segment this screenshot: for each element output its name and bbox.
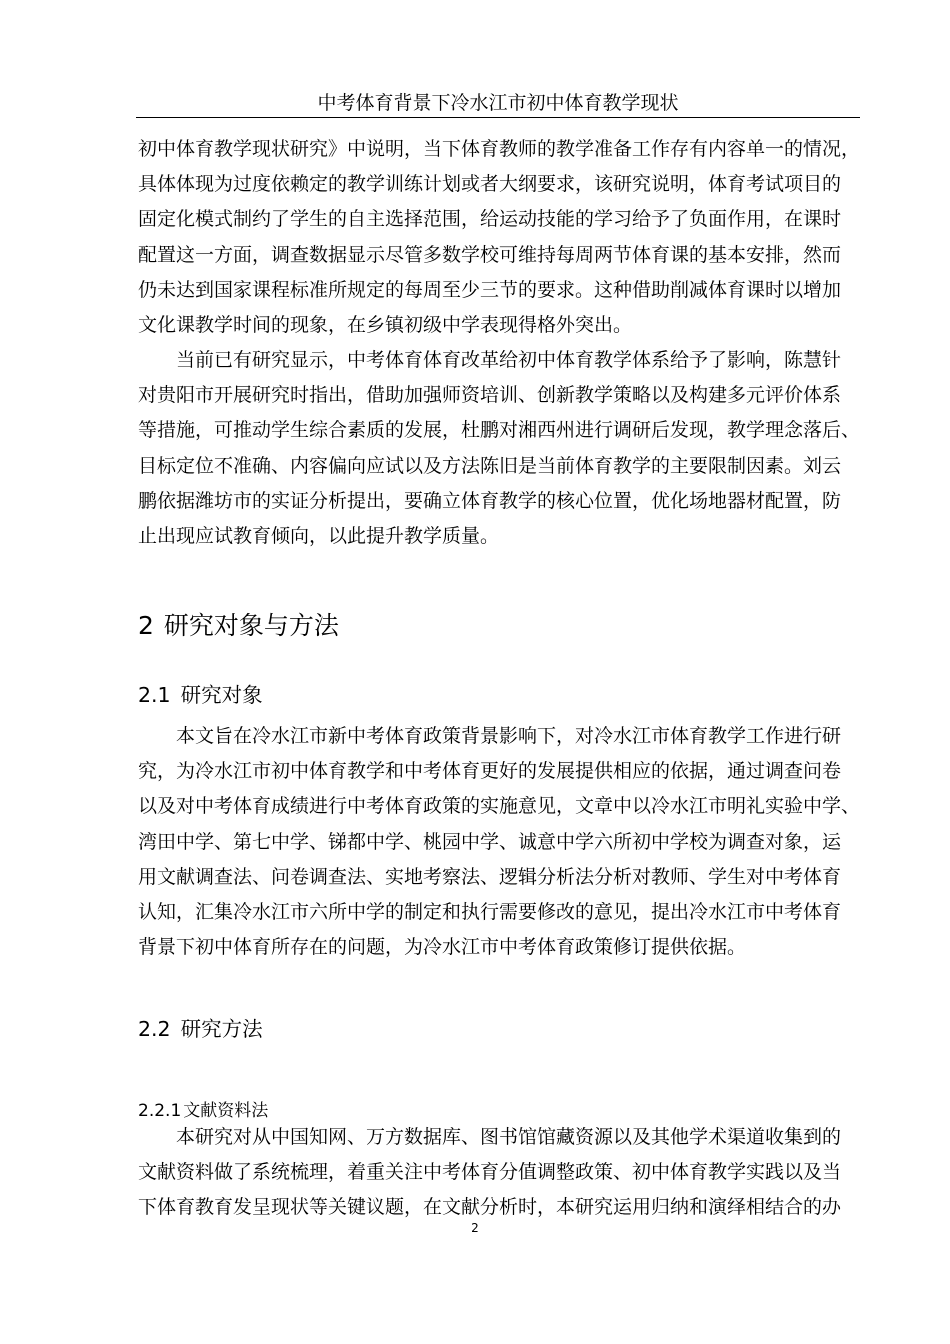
text-line: 文献资料做了系统梳理，着重关注中考体育分值调整政策、初中体育教学实践以及当 [138, 1161, 842, 1184]
header-divider [136, 117, 860, 118]
text-line: 下体育教育发呈现状等关键议题，在文献分析时，本研究运用归纳和演绎相结合的办 [138, 1196, 842, 1219]
paragraph-intro-1 [138, 132, 861, 343]
paragraph-intro-2 [138, 343, 861, 554]
section-number: 2 [138, 611, 154, 640]
section-title: 研究方法 [180, 1017, 263, 1041]
section-title: 研究对象与方法 [163, 611, 339, 640]
text-line: 本文旨在冷水江市新中考体育政策背景影响下，对冷水江市体育教学工作进行研 [138, 725, 842, 747]
text-line: 认知，汇集冷水江市六所中学的制定和执行需要修改的意见，提出冷水江市中考体育 [138, 901, 842, 924]
section-number: 2.2.1 [138, 1101, 182, 1121]
text-line: 固定化模式制约了学生的自主选择范围，给运动技能的学习给予了负面作用，在课时 [138, 208, 842, 231]
text-line: 配置这一方面，调查数据显示尽管多数学校可维持每周两节体育课的基本安排，然而 [138, 243, 842, 266]
text-line: 对贵阳市开展研究时指出，借助加强师资培训、创新教学策略以及构建多元评价体系 [138, 384, 842, 407]
text-line: 究，为冷水江市初中体育教学和中考体育更好的发展提供相应的依据，通过调查问卷 [138, 760, 842, 783]
section-number: 2.2 [138, 1017, 171, 1041]
section-heading-2-1 [138, 680, 263, 710]
text-line: 用文献调查法、问卷调查法、实地考察法、逻辑分析法分析对教师、学生对中考体育 [138, 865, 842, 888]
section-title: 研究对象 [180, 683, 263, 707]
paragraph-literature-method [138, 1120, 858, 1226]
text-line: 湾田中学、第七中学、锑都中学、桃园中学、诚意中学六所初中学校为调查对象，运 [138, 830, 842, 853]
text-line: 初中体育教学现状研究》中说明，当下体育教师的教学准备工作存有内容单一的情况， [138, 138, 861, 160]
section-title: 文献资料法 [183, 1101, 269, 1121]
text-line: 止出现应试教育倾向，以此提升教学质量。 [138, 525, 500, 548]
text-line: 以及对中考体育成绩进行中考体育政策的实施意见，文章中以冷水江市明礼实验中学、 [138, 795, 861, 818]
paragraph-research-objects [138, 719, 861, 965]
section-heading-2 [138, 608, 339, 644]
text-line: 背景下初中体育所存在的问题，为冷水江市中考体育政策修订提供依据。 [138, 936, 747, 959]
text-line: 目标定位不准确、内容偏向应试以及方法陈旧是当前体育教学的主要限制因素。刘云 [138, 454, 842, 477]
text-line: 文化课教学时间的现象，在乡镇初级中学表现得格外突出。 [138, 314, 633, 337]
section-number: 2.1 [138, 683, 171, 707]
section-heading-2-2 [138, 1014, 263, 1044]
text-line: 鹏依据潍坊市的实证分析提出，要确立体育教学的核心位置，优化场地器材配置，防 [138, 489, 842, 512]
text-line: 具体体现为过度依赖定的教学训练计划或者大纲要求，该研究说明，体育考试项目的 [138, 173, 842, 196]
running-header: 中考体育背景下冷水江市初中体育教学现状 [317, 92, 679, 114]
text-line: 当前已有研究显示，中考体育体育改革给初中体育教学体系给予了影响，陈慧针 [138, 349, 842, 371]
text-line: 仍未达到国家课程标准所规定的每周至少三节的要求。这种借助削减体育课时以增加 [138, 278, 842, 301]
text-line: 等措施，可推动学生综合素质的发展，杜鹏对湘西州进行调研后发现，教学理念落后、 [138, 419, 861, 442]
text-line: 本研究对从中国知网、万方数据库、图书馆馆藏资源以及其他学术渠道收集到的 [138, 1126, 842, 1148]
page-number: 2 [471, 1221, 479, 1235]
